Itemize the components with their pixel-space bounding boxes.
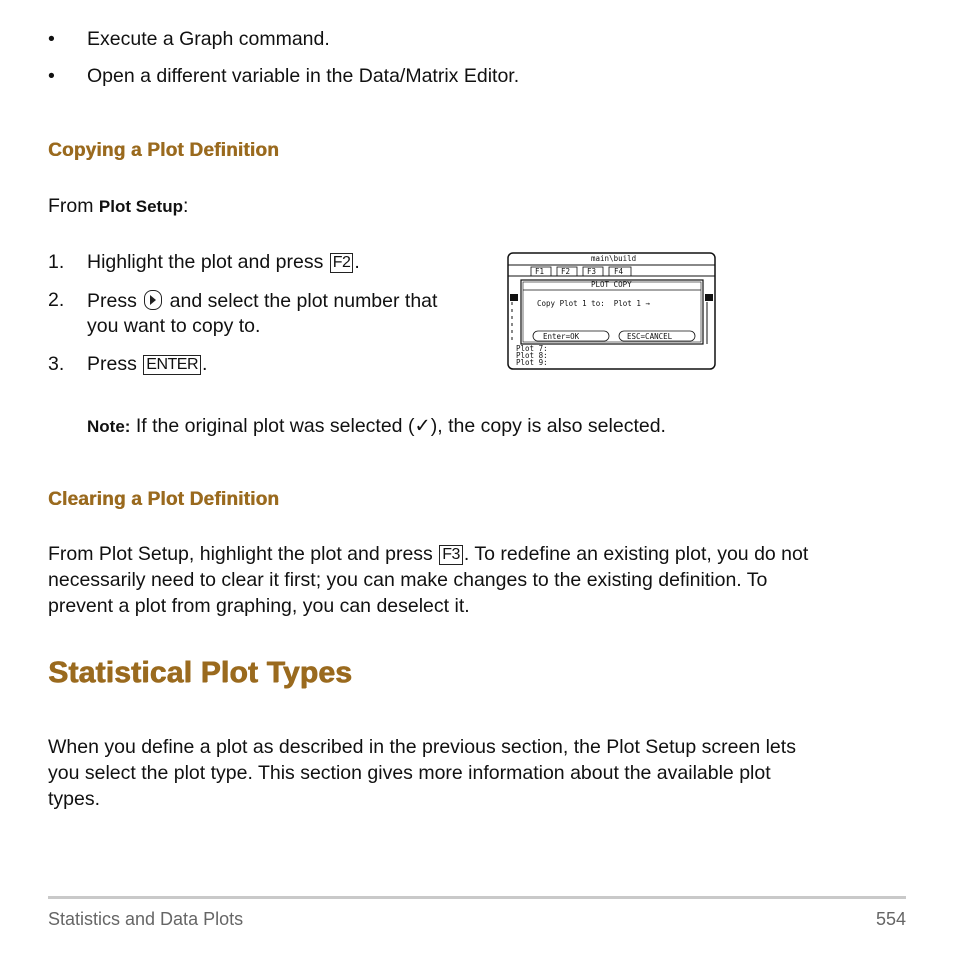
section-heading-clearing: Clearing a Plot Definition [48, 489, 280, 510]
footer-chapter-title: Statistics and Data Plots [48, 909, 244, 929]
plot-8-line: Plot 8: [516, 351, 548, 360]
from-suffix: : [182, 195, 189, 217]
dialog-title: PLOT COPY [591, 280, 632, 289]
step-text: Press [87, 353, 143, 375]
enter-key: ENTER [143, 355, 201, 375]
step-1 [48, 249, 64, 275]
right-arrow-key-icon [144, 290, 162, 310]
bullet-text: Execute a Graph command. [87, 28, 330, 50]
step-3-text [87, 351, 207, 377]
calc-tab-f1: F1 [535, 267, 545, 276]
bullet-text: Open a different variable in the Data/Matrix Editor. [87, 65, 520, 87]
step-text: Press [87, 290, 143, 312]
footer-divider [48, 896, 906, 899]
bullet-item [48, 63, 748, 89]
note [87, 413, 666, 440]
dialog-copy-line: Copy Plot 1 to: Plot 1 → [537, 299, 650, 308]
step-number: 3. [48, 353, 65, 375]
dialog-cancel-button: ESC=CANCEL [627, 332, 673, 341]
paragraph-text: From Plot Setup, highlight the plot and press [48, 543, 439, 565]
clearing-paragraph-line3: prevent a plot from graphing, you can deselect it. [48, 595, 470, 617]
plot-types-paragraph-line2: you select the plot type. This section gives more information about the available plot [48, 762, 771, 784]
plot-types-paragraph-line1: When you define a plot as described in the previous section, the Plot Setup screen lets [48, 736, 796, 758]
plot-9-line: Plot 9: [516, 358, 548, 367]
bullet-dot: • [48, 65, 55, 87]
step-text-end: . [202, 353, 208, 375]
f3-key: F3 [439, 545, 463, 565]
note-text: If the original plot was selected (✓), the copy is also selected. [130, 415, 666, 437]
step-3 [48, 351, 64, 377]
clearing-paragraph-line1 [48, 541, 808, 567]
calc-tab-f3: F3 [587, 267, 597, 276]
from-prefix: From [48, 195, 99, 217]
footer-page-number: 554 [875, 909, 906, 929]
paragraph-text-cont: . To redefine an existing plot, you do not [463, 543, 809, 565]
bullet-dot: • [48, 28, 55, 50]
calculator-screenshot [507, 252, 716, 370]
calculator-title: main\build [591, 254, 637, 263]
from-plot-setup [48, 193, 188, 220]
clearing-paragraph-line2: necessarily need to clear it first; you can make changes to the existing definition. To [48, 569, 768, 591]
step-2-text-line2: you want to copy to. [87, 315, 261, 337]
calc-tab-f2: F2 [561, 267, 571, 276]
step-1-text [87, 249, 360, 275]
bullet-item [48, 26, 648, 52]
dialog-ok-button: Enter=OK [543, 332, 580, 341]
note-label: Note: [87, 417, 131, 436]
plot-types-paragraph-line3: types. [48, 788, 101, 810]
section-heading-copying: Copying a Plot Definition [48, 140, 279, 161]
step-text-end: . [354, 251, 360, 273]
step-number: 1. [48, 251, 65, 273]
step-2-text [87, 287, 437, 314]
calc-tab-f4: F4 [614, 267, 624, 276]
step-text: Highlight the plot and press [87, 251, 329, 273]
step-number: 2. [48, 289, 65, 311]
f2-key: F2 [330, 253, 354, 273]
plot-7-line: Plot 7: [516, 344, 548, 353]
plot-setup-label: Plot Setup [98, 197, 183, 216]
step-text-cont: and select the plot number that [164, 290, 438, 312]
step-2 [48, 287, 64, 313]
page-heading-statistical-plot-types: Statistical Plot Types [48, 656, 352, 689]
